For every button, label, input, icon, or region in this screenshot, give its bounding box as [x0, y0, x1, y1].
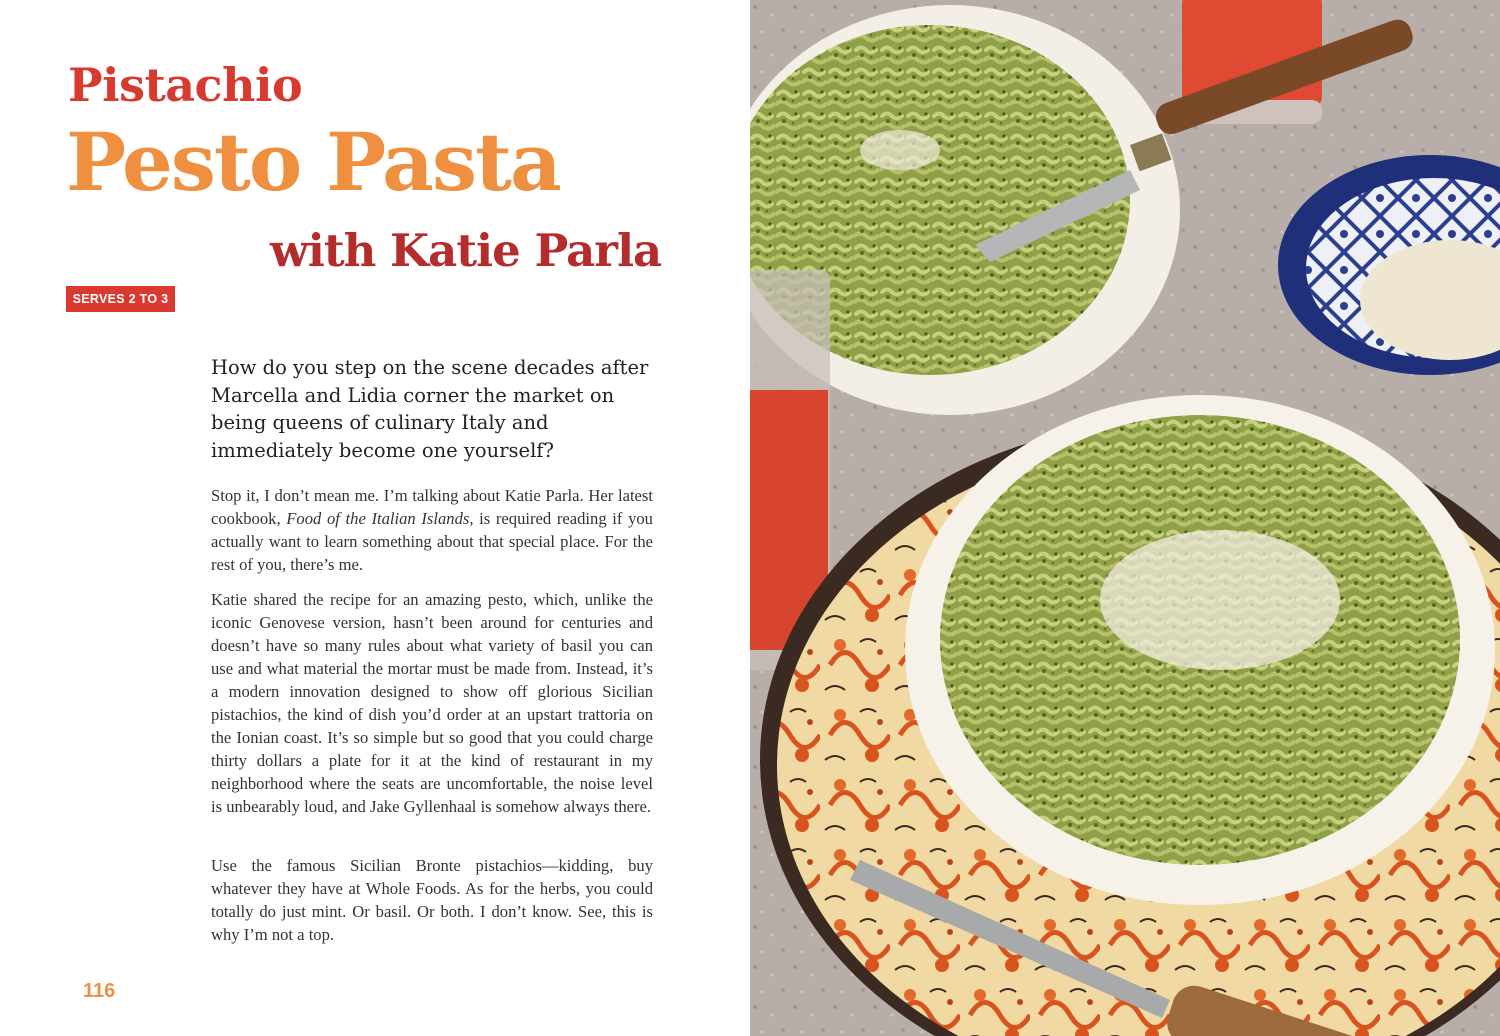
pasta-photo: [750, 0, 1500, 1036]
body-paragraph-1: [211, 484, 653, 576]
title-line-pistachio: Pistachio: [68, 58, 303, 112]
page-number: 116: [83, 980, 116, 1002]
body-paragraph-3: Use the famous Sicilian Bronte pistachios—kidding, buy whatever they have at Whole Foods. As for the herbs, you could totally do just mint. Or basil. Or both. I don’t know. See, this is why I’m not a top.: [211, 856, 653, 944]
p1-text-before: Stop it, I don’t mean me. I’m talking about Katie Parla. Her latest cookbook,: [211, 486, 653, 528]
title-line-pesto-pasta: Pesto Pasta: [66, 115, 560, 209]
parmesan-topping: [1100, 530, 1340, 670]
body-paragraph-2: Katie shared the recipe for an amazing pesto, which, unlike the iconic Genovese version, hasn’t been around for centuries and doesn’t have so many rules about what variety of basil you can use and what material the mortar must be made from. Instead, it’s a modern innovation designed to show off glorious Sicilian pistachios, the kind of dish you’d order at an upstart trattoria on the Ionian coast. It’s so simple but so good that you could charge thirty dollars a plate for it at the kind of restaurant in my neighborhood where the seats are uncomfortable, the noise level is unbearably loud, and Jake Gyllenhaal is somehow always there.: [211, 590, 653, 816]
book-title: Food of the Italian Islands: [286, 509, 470, 528]
p1-text-after: , is required reading if you actually want to learn something about that special place. For the rest of you, there’s me.: [211, 509, 653, 574]
intro-paragraph: How do you step on the scene decades after Marcella and Lidia corner the market on being queens of culinary Italy and immediately become one yourself?: [211, 356, 649, 462]
title-line-with-katie-parla: with Katie Parla: [270, 224, 662, 277]
serves-badge: SERVES 2 TO 3: [66, 286, 175, 312]
